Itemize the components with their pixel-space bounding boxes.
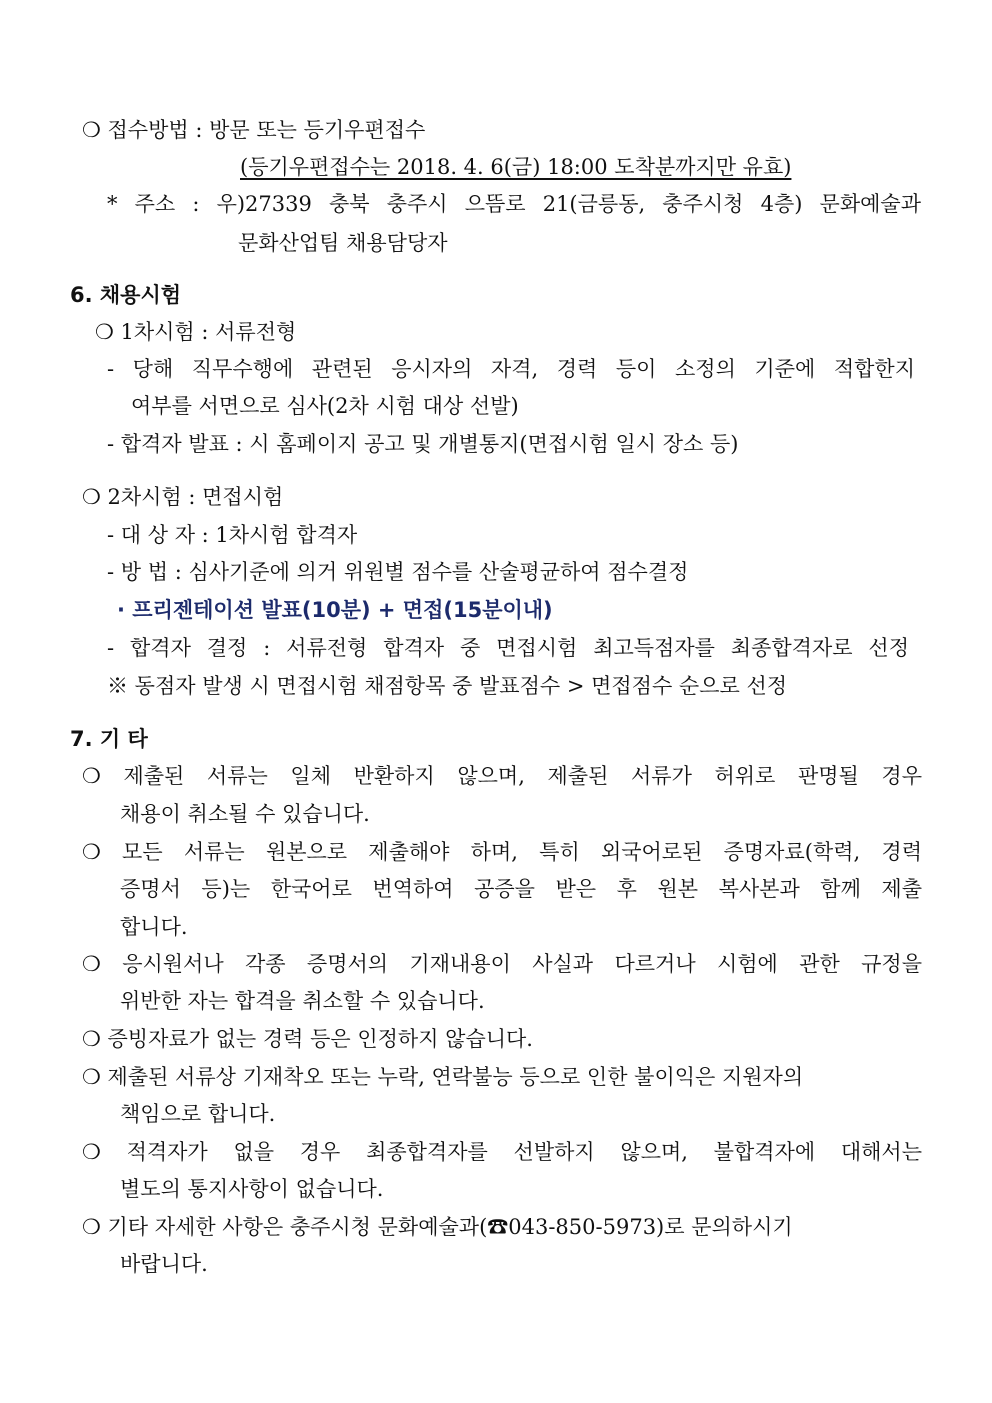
application-method: ❍ 접수방법 : 방문 또는 등기우편접수 [82,118,426,142]
other-item-2-line-3: 합니다. [120,915,188,939]
stage-2-title: ❍ 2차시험 : 면접시험 [82,485,284,509]
other-item-2-line-2: 증명서 등)는 한국어로 번역하여 공증을 받은 후 원본 복사본과 함께 제출 [120,877,922,901]
stage-2-decision: - 합격자 결정 : 서류전형 합격자 중 면접시험 최고득점자를 최종합격자로 선정 [107,636,909,660]
stage-2-tiebreak: ※ 동점자 발생 시 면접시험 채점항목 중 발표점수 > 면접점수 순으로 선정 [107,674,788,698]
other-item-5-line-2: 책임으로 합니다. [120,1102,276,1126]
other-item-7-line-2: 바랍니다. [120,1252,208,1276]
other-item-5-line-1: ❍ 제출된 서류상 기재착오 또는 누락, 연락불능 등으로 인한 불이익은 지원자의 [82,1065,804,1089]
other-item-3-line-1: ❍ 응시원서나 각종 증명서의 기재내용이 사실과 다르거나 시험에 관한 규정을 [82,952,922,976]
other-item-1-line-2: 채용이 취소될 수 있습니다. [120,802,370,826]
section-6-heading: 6. 채용시험 [70,283,182,307]
other-item-6-line-1: ❍ 적격자가 없을 경우 최종합격자를 선발하지 않으며, 불합격자에 대해서는 [82,1140,922,1164]
other-item-2-line-1: ❍ 모든 서류는 원본으로 제출해야 하며, 특히 외국어로된 증명자료(학력, 경력 [82,840,922,864]
address-line-2: 문화산업팀 채용담당자 [238,231,448,255]
stage-1-title: ❍ 1차시험 : 서류전형 [95,320,297,344]
other-item-7-line-1: ❍ 기타 자세한 사항은 충주시청 문화예술과(☎043-850-5973)로 문의하시기 [82,1215,793,1239]
other-item-1-line-1: ❍ 제출된 서류는 일체 반환하지 않으며, 제출된 서류가 허위로 판명될 경우 [82,764,922,788]
stage-2-method: - 방 법 : 심사기준에 의거 위원별 점수를 산술평균하여 점수결정 [107,560,689,584]
other-item-3-line-2: 위반한 자는 합격을 취소할 수 있습니다. [120,989,485,1013]
address-line-1: * 주소 : 우)27339 충북 충주시 으뜸로 21(금릉동, 충주시청 4층) 문화예술과 [107,192,921,216]
stage-2-presentation-note: · 프리젠테이션 발표(10분) + 면접(15분이내) [117,598,553,622]
stage-2-target: - 대 상 자 : 1차시험 합격자 [107,523,358,547]
section-7-heading: 7. 기 타 [70,727,148,751]
stage-1-criteria-line-1: - 당해 직무수행에 관련된 응시자의 자격, 경력 등이 소정의 기준에 적합한지 [107,357,915,381]
other-item-4: ❍ 증빙자료가 없는 경력 등은 인정하지 않습니다. [82,1027,533,1051]
registered-mail-note: (등기우편접수는 2018. 4. 6(금) 18:00 도착분까지만 유효) [240,155,792,179]
stage-1-criteria-line-2: 여부를 서면으로 심사(2차 시험 대상 선발) [131,394,519,418]
other-item-6-line-2: 별도의 통지사항이 없습니다. [120,1177,384,1201]
stage-1-announcement: - 합격자 발표 : 시 홈페이지 공고 및 개별통지(면접시험 일시 장소 등) [107,432,739,456]
